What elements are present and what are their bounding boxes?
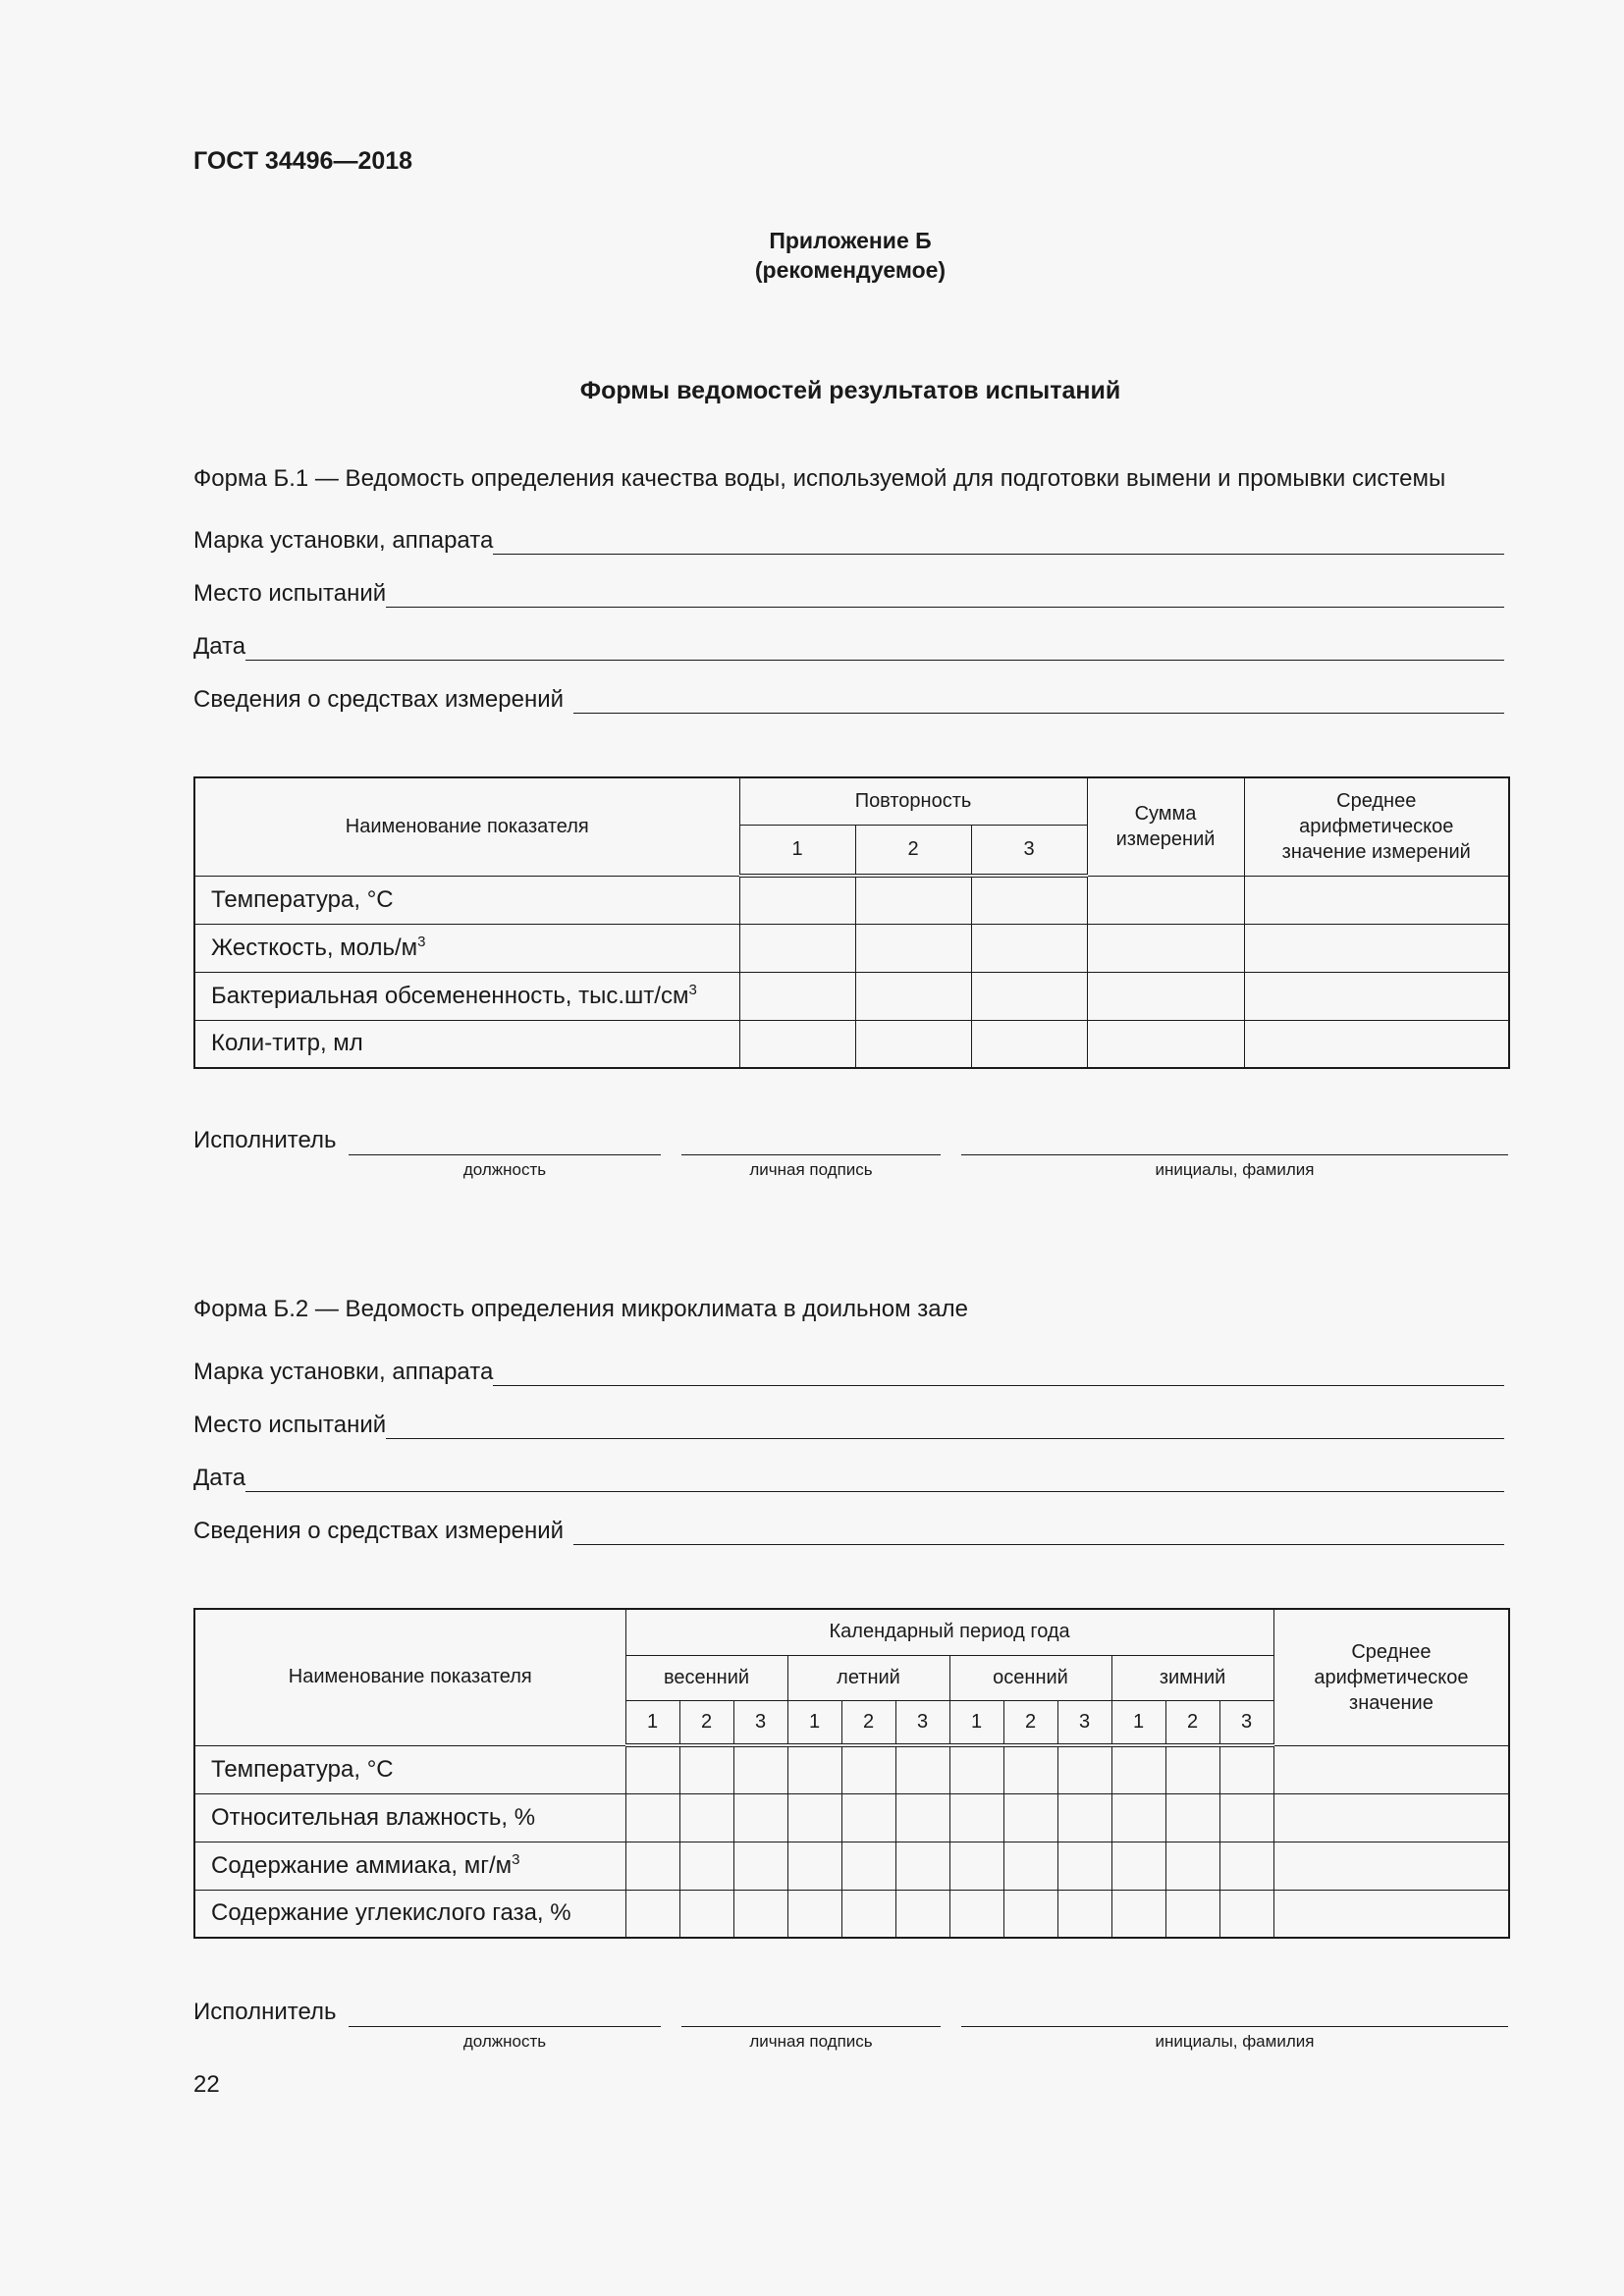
row-label: Содержание аммиака, $мг/м^3$ xyxy=(194,1842,625,1890)
season-num: 3 xyxy=(733,1700,787,1745)
field-label: Марка установки, аппарата xyxy=(193,1359,494,1385)
data-cell[interactable] xyxy=(841,1842,895,1890)
season-num: 1 xyxy=(1111,1700,1165,1745)
data-cell[interactable] xyxy=(1087,972,1244,1020)
data-cell[interactable] xyxy=(1111,1890,1165,1938)
table-row xyxy=(194,1890,1509,1938)
table-row xyxy=(194,1842,1509,1890)
field-label: Дата xyxy=(193,633,246,660)
season-num: 1 xyxy=(625,1700,679,1745)
data-cell[interactable] xyxy=(1111,1793,1165,1842)
fill-line[interactable] xyxy=(245,660,1504,661)
fill-line[interactable] xyxy=(493,554,1504,555)
row-label: Жесткость, моль/$м^3$ xyxy=(194,924,739,972)
data-cell[interactable] xyxy=(855,924,971,972)
repeat-num: 2 xyxy=(855,825,971,876)
data-cell[interactable] xyxy=(787,1842,841,1890)
data-cell[interactable] xyxy=(1273,1793,1509,1842)
row-label: Относительная влажность, % xyxy=(194,1793,625,1842)
field-label: Сведения о средствах измерений xyxy=(193,1518,565,1544)
season-num: 3 xyxy=(895,1700,949,1745)
data-cell[interactable] xyxy=(1273,1842,1509,1890)
name-line[interactable] xyxy=(961,2026,1508,2027)
form1-field-place[interactable] xyxy=(193,580,1504,610)
name-caption: инициалы, фамилия xyxy=(1155,1160,1315,1179)
data-cell[interactable] xyxy=(1165,1842,1219,1890)
data-cell[interactable] xyxy=(855,876,971,924)
form1-table xyxy=(193,776,1510,1069)
data-cell[interactable] xyxy=(971,924,1087,972)
executor-label: Исполнитель xyxy=(193,1127,337,1153)
field-label: Место испытаний xyxy=(193,580,387,607)
season-num: 2 xyxy=(1003,1700,1057,1745)
data-cell[interactable] xyxy=(971,1020,1087,1068)
data-cell[interactable] xyxy=(949,1890,1003,1938)
fill-line[interactable] xyxy=(573,713,1504,714)
executor-label: Исполнитель xyxy=(193,1999,337,2025)
data-cell[interactable] xyxy=(949,1842,1003,1890)
data-cell[interactable] xyxy=(787,1745,841,1793)
data-cell[interactable] xyxy=(1273,1745,1509,1793)
data-cell[interactable] xyxy=(1057,1745,1111,1793)
data-cell[interactable] xyxy=(1219,1745,1273,1793)
form2-field-installation[interactable] xyxy=(193,1359,1504,1388)
header-mean: Среднее арифметическое значение измерений xyxy=(1244,777,1509,876)
form2-field-place[interactable] xyxy=(193,1412,1504,1441)
data-cell[interactable] xyxy=(679,1745,733,1793)
header-repeat: Повторность xyxy=(739,777,1087,825)
form2-signature-block xyxy=(193,1999,1508,2057)
position-caption: должность xyxy=(462,1160,547,1179)
data-cell[interactable] xyxy=(679,1842,733,1890)
name-caption: инициалы, фамилия xyxy=(1155,2032,1315,2051)
data-cell[interactable] xyxy=(1057,1793,1111,1842)
fill-line[interactable] xyxy=(386,607,1504,608)
data-cell[interactable] xyxy=(1165,1793,1219,1842)
data-cell[interactable] xyxy=(1087,924,1244,972)
data-cell[interactable] xyxy=(1219,1842,1273,1890)
position-caption: должность xyxy=(462,2032,547,2051)
table-row xyxy=(194,972,1509,1020)
fill-line[interactable] xyxy=(493,1385,1504,1386)
signature-caption: личная подпись xyxy=(749,1160,873,1179)
field-label: Сведения о средствах измерений xyxy=(193,686,565,713)
data-cell[interactable] xyxy=(841,1890,895,1938)
data-cell[interactable] xyxy=(787,1890,841,1938)
data-cell[interactable] xyxy=(733,1842,787,1890)
season-winter: зимний xyxy=(1111,1655,1273,1700)
data-cell[interactable] xyxy=(1003,1890,1057,1938)
data-cell[interactable] xyxy=(1087,1020,1244,1068)
data-cell[interactable] xyxy=(895,1745,949,1793)
season-num: 2 xyxy=(1165,1700,1219,1745)
data-cell[interactable] xyxy=(1003,1745,1057,1793)
data-cell[interactable] xyxy=(739,876,855,924)
data-cell[interactable] xyxy=(1003,1842,1057,1890)
row-label: Температура, °С xyxy=(194,1745,625,1793)
data-cell[interactable] xyxy=(1003,1793,1057,1842)
data-cell[interactable] xyxy=(625,1745,679,1793)
season-autumn: осенний xyxy=(949,1655,1111,1700)
data-cell[interactable] xyxy=(679,1793,733,1842)
data-cell[interactable] xyxy=(855,1020,971,1068)
page-number: 22 xyxy=(193,2071,220,2098)
data-cell[interactable] xyxy=(625,1842,679,1890)
signature-line[interactable] xyxy=(681,2026,941,2027)
data-cell[interactable] xyxy=(855,972,971,1020)
data-cell[interactable] xyxy=(625,1890,679,1938)
data-cell[interactable] xyxy=(1219,1793,1273,1842)
data-cell[interactable] xyxy=(1219,1890,1273,1938)
position-line[interactable] xyxy=(349,2026,661,2027)
data-cell[interactable] xyxy=(895,1793,949,1842)
field-label: Дата xyxy=(193,1465,246,1491)
data-cell[interactable] xyxy=(949,1793,1003,1842)
fill-line[interactable] xyxy=(245,1491,1504,1492)
data-cell[interactable] xyxy=(739,924,855,972)
data-cell[interactable] xyxy=(1244,924,1509,972)
season-num: 1 xyxy=(949,1700,1003,1745)
data-cell[interactable] xyxy=(971,972,1087,1020)
data-cell[interactable] xyxy=(679,1890,733,1938)
data-cell[interactable] xyxy=(739,1020,855,1068)
data-cell[interactable] xyxy=(1165,1745,1219,1793)
season-summer: летний xyxy=(787,1655,949,1700)
data-cell[interactable] xyxy=(625,1793,679,1842)
form1-signature-block xyxy=(193,1127,1508,1186)
season-num: 2 xyxy=(679,1700,733,1745)
data-cell[interactable] xyxy=(733,1793,787,1842)
table-row xyxy=(194,1745,1509,1793)
annex-status: (рекомендуемое) xyxy=(754,257,947,283)
field-label: Место испытаний xyxy=(193,1412,387,1438)
data-cell[interactable] xyxy=(1244,1020,1509,1068)
data-cell[interactable] xyxy=(1273,1890,1509,1938)
position-line[interactable] xyxy=(349,1154,661,1155)
form1-field-date[interactable] xyxy=(193,633,1504,663)
data-cell[interactable] xyxy=(1165,1890,1219,1938)
repeat-num: 1 xyxy=(739,825,855,876)
data-cell[interactable] xyxy=(1057,1842,1111,1890)
data-cell[interactable] xyxy=(1244,972,1509,1020)
row-label: Температура, °С xyxy=(194,876,739,924)
field-label: Марка установки, аппарата xyxy=(193,527,494,554)
header-mean: Среднее арифметическое значение xyxy=(1273,1609,1509,1745)
season-num: 2 xyxy=(841,1700,895,1745)
fill-line[interactable] xyxy=(386,1438,1504,1439)
data-cell[interactable] xyxy=(1244,876,1509,924)
season-num: 3 xyxy=(1219,1700,1273,1745)
form2-field-instruments[interactable] xyxy=(193,1518,1504,1547)
data-cell[interactable] xyxy=(841,1745,895,1793)
data-cell[interactable] xyxy=(787,1793,841,1842)
signature-line[interactable] xyxy=(681,1154,941,1155)
data-cell[interactable] xyxy=(733,1745,787,1793)
signature-caption: личная подпись xyxy=(749,2032,873,2051)
form2-field-date[interactable] xyxy=(193,1465,1504,1494)
header-sum: Сумма измерений xyxy=(1087,777,1244,876)
header-indicator: Наименование показателя xyxy=(194,777,739,876)
data-cell[interactable] xyxy=(949,1745,1003,1793)
data-cell[interactable] xyxy=(733,1890,787,1938)
form2-title: Форма Б.2 — Ведомость определения микроклимата в доильном зале xyxy=(193,1296,968,1322)
data-cell[interactable] xyxy=(1111,1745,1165,1793)
season-spring: весенний xyxy=(625,1655,787,1700)
header-period: Календарный период года xyxy=(625,1609,1273,1655)
season-num: 1 xyxy=(787,1700,841,1745)
row-label: Содержание углекислого газа, % xyxy=(194,1890,625,1938)
table-row xyxy=(194,924,1509,972)
table-row xyxy=(194,1793,1509,1842)
data-cell[interactable] xyxy=(1087,876,1244,924)
data-cell[interactable] xyxy=(971,876,1087,924)
data-cell[interactable] xyxy=(841,1793,895,1842)
header-indicator: Наименование показателя xyxy=(194,1609,625,1745)
name-line[interactable] xyxy=(961,1154,1508,1155)
data-cell[interactable] xyxy=(1057,1890,1111,1938)
data-cell[interactable] xyxy=(895,1842,949,1890)
section-title: Формы ведомостей результатов испытаний xyxy=(579,377,1121,404)
fill-line[interactable] xyxy=(573,1544,1504,1545)
form2-table xyxy=(193,1608,1510,1939)
repeat-num: 3 xyxy=(971,825,1087,876)
data-cell[interactable] xyxy=(739,972,855,1020)
form1-title: Форма Б.1 — Ведомость определения качества воды, используемой для подготовки вымени и промывки системы xyxy=(193,465,1446,492)
annex-title: Приложение Б xyxy=(769,228,932,253)
table-row xyxy=(194,876,1509,924)
data-cell[interactable] xyxy=(1111,1842,1165,1890)
row-label: Коли-титр, мл xyxy=(194,1020,739,1068)
row-label: Бактериальная обсемененность, $тыс.шт/см^3$ xyxy=(194,972,739,1020)
season-num: 3 xyxy=(1057,1700,1111,1745)
table-row xyxy=(194,1020,1509,1068)
form1-field-instruments[interactable] xyxy=(193,686,1504,716)
document-code: ГОСТ 34496—2018 xyxy=(193,147,413,175)
data-cell[interactable] xyxy=(895,1890,949,1938)
form1-field-installation[interactable] xyxy=(193,527,1504,557)
